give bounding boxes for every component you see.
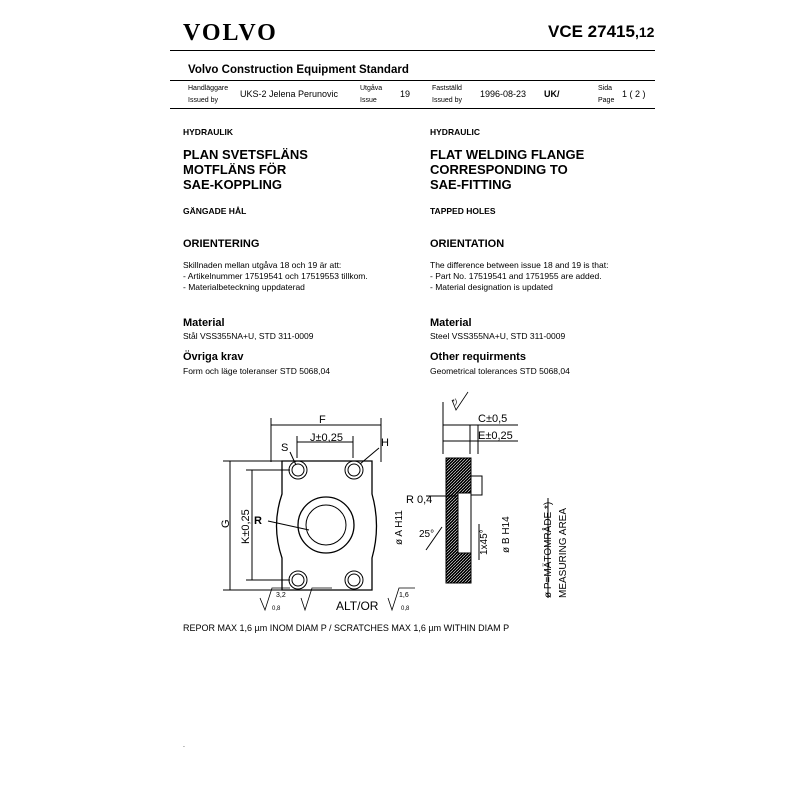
en-title-line-2: CORRESPONDING TO [430, 162, 568, 177]
dim-E: E±0,25 [478, 430, 513, 442]
en-title-line-1: FLAT WELDING FLANGE [430, 147, 585, 162]
sv-title-line-1: PLAN SVETSFLÄNS [183, 147, 308, 162]
sv-orient-line-1: Skillnaden mellan utgåva 18 och 19 är att: [183, 260, 342, 270]
dim-J: J±0,25 [310, 432, 343, 444]
page-value: 1 ( 2 ) [622, 89, 646, 99]
handlaggare-label: Handläggare [188, 85, 229, 92]
en-material-text: Steel VSS355NA+U, STD 311-0009 [430, 331, 566, 341]
doc-number-suffix: ,12 [634, 24, 655, 40]
angle-25: 25° [419, 529, 435, 540]
dim-K: K±0,25 [240, 509, 252, 544]
doc-number-main: VCE 27415 [548, 22, 635, 41]
label-H: H [381, 437, 389, 449]
en-other-text: Geometrical tolerances STD 5068,04 [430, 366, 570, 376]
sv-material-heading: Material [183, 317, 225, 329]
sv-orient-line-3: - Materialbeteckning uppdaterad [183, 282, 305, 292]
en-orient-heading: ORIENTATION [430, 238, 505, 250]
sv-subtitle: GÄNGADE HÅL [183, 206, 247, 216]
sida-label: Sida [598, 85, 613, 92]
label-S: S [281, 442, 289, 454]
roughness-0-8-a: 0,8 [272, 606, 281, 612]
uk-mark: UK/ [544, 89, 560, 99]
en-title-line-3: SAE-FITTING [430, 177, 512, 192]
standard-title: Volvo Construction Equipment Standard [188, 64, 409, 76]
en-subtitle: TAPPED HOLES [430, 206, 496, 216]
dim-A: ø A H11 [394, 510, 405, 545]
sv-other-heading: Övriga krav [183, 351, 244, 363]
en-orient-line-3: - Material designation is updated [430, 282, 553, 292]
faststalld-label: Fastställd [432, 85, 462, 92]
en-orient-line-2: - Part No. 17519541 and 1751955 are added. [430, 271, 602, 281]
dim-C: C±0,5 [478, 413, 508, 425]
star-note: *) [452, 399, 458, 406]
dim-F: F [319, 414, 326, 426]
sv-material-text: Stål VSS355NA+U, STD 311-0009 [183, 331, 314, 341]
roughness-1-6: 1,6 [399, 592, 409, 599]
sv-category: HYDRAULIK [183, 127, 234, 137]
repor-note: REPOR MAX 1,6 µm INOM DIAM P / SCRATCHES MAX 1,6 µm WITHIN DIAM P [183, 623, 510, 633]
issue-label: Issue [360, 97, 377, 104]
label-R: R [254, 515, 262, 527]
sv-orient-line-2: - Artikelnummer 17519541 och 17519553 tillkom. [183, 271, 368, 281]
dim-B: ø B H14 [501, 516, 512, 553]
dim-G: G [220, 519, 232, 528]
roughness-0-8-b: 0,8 [401, 606, 410, 612]
issued-by-label: Issued by [188, 97, 218, 104]
sv-title-line-2: MOTFLÄNS FÖR [183, 162, 287, 177]
volvo-logo: VOLVO [183, 20, 278, 46]
issued-by-label-2: Issued by [432, 97, 462, 104]
chamfer-1x45: 1x45° [479, 529, 490, 555]
page-label: Page [598, 97, 615, 104]
issued-by-value: UKS-2 Jelena Perunovic [240, 89, 339, 99]
measuring-area-en: MEASURING AREA [558, 507, 569, 598]
utgava-label: Utgåva [360, 85, 383, 92]
en-category: HYDRAULIC [430, 127, 481, 137]
issue-date: 1996-08-23 [480, 89, 527, 99]
en-material-heading: Material [430, 317, 472, 329]
alt-or-text: ALT/OR [336, 599, 379, 613]
flange-front-view [223, 418, 381, 590]
en-orient-line-1: The difference between issue 18 and 19 is that: [430, 260, 609, 270]
dim-R04: R 0,4 [406, 494, 433, 506]
sv-title-line-3: SAE-KOPPLING [183, 177, 282, 192]
en-other-heading: Other requirments [430, 351, 526, 363]
footer-mark: . [183, 742, 185, 749]
roughness-3-2: 3,2 [276, 592, 286, 599]
issue-value: 19 [400, 89, 411, 99]
sv-orient-heading: ORIENTERING [183, 238, 260, 250]
sv-other-text: Form och läge toleranser STD 5068,04 [183, 366, 330, 376]
measuring-area-sv: ø P=MÄTOMRÅDE *) [543, 501, 554, 598]
